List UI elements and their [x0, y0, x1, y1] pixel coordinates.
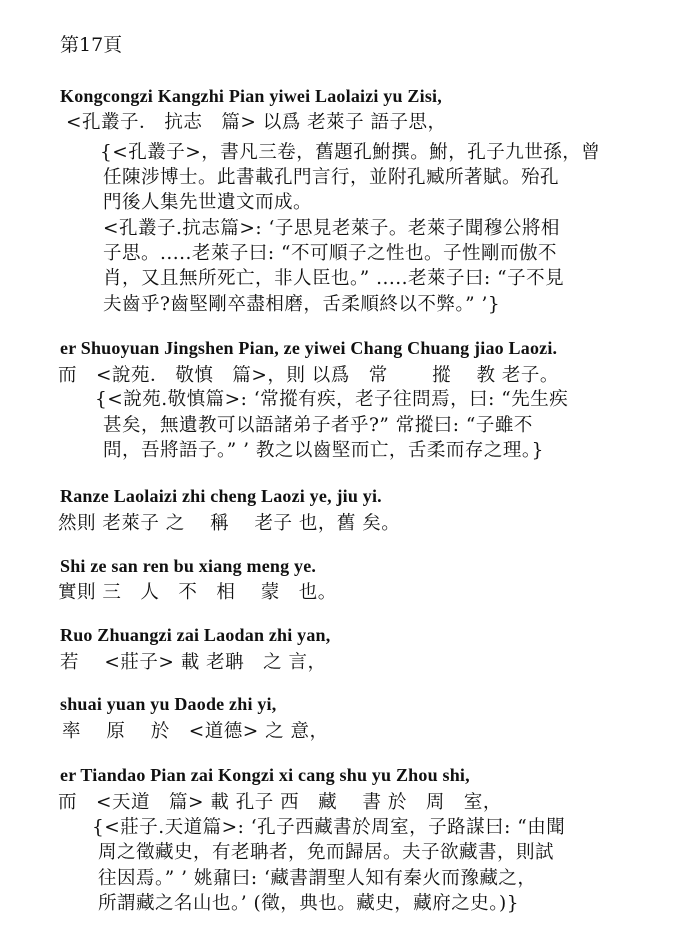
- note-line: {<莊子.天道篇>: ‘孔子西藏書於周室，子路謀曰: “由聞: [92, 817, 566, 838]
- note-line: {<說苑.敬慎篇>: ‘常摐有疾，老子往問焉，曰: “先生疾: [95, 389, 569, 410]
- note-line: 夫齒乎?齒堅剛卒盡相磨，舌柔順終以不弊。” ’}: [103, 294, 501, 315]
- note-line: 往因焉。” ’ 姚鼐曰: ‘藏書謂聖人知有秦火而豫藏之，: [98, 868, 537, 889]
- note-line: 周之徵藏史，有老聃者，免而歸居。夫子欲藏書，則試: [98, 842, 555, 863]
- chinese-line: 而 <天道 篇> 載 孔子 西 藏 書 於 周 室，: [58, 792, 502, 813]
- note-line: <孔叢子.抗志篇>: ‘子思見老萊子。老萊子聞穆公將相: [103, 218, 560, 239]
- pinyin-line: Ruo Zhuangzi zai Laodan zhi yan,: [60, 625, 331, 645]
- chinese-line: 率 原 於 <道德> 之 意，: [62, 721, 329, 742]
- chinese-line: 而 <說苑． 敬慎 篇>，則 以爲 常 摐 教 老子。: [58, 365, 559, 386]
- chinese-line: 若 <莊子> 載 老聃 之 言，: [60, 652, 327, 673]
- pinyin-line: er Tiandao Pian zai Kongzi xi cang shu yu Zhou shi,: [60, 765, 470, 785]
- pinyin-line: Kongcongzi Kangzhi Pian yiwei Laolaizi yu Zisi,: [60, 86, 442, 106]
- note-line: 肖，又且無所死亡，非人臣也。” .....老萊子曰: “子不見: [103, 268, 565, 289]
- note-line: 甚矣，無遺教可以語諸弟子者乎?” 常摐曰: “子雖不: [103, 415, 533, 436]
- chinese-line: <孔叢子． 抗志 篇> 以爲 老萊子 語子思，: [66, 112, 447, 133]
- note-line: 子思。.....老萊子曰: “不可順子之性也。子性剛而傲不: [103, 243, 557, 264]
- note-line: 問，吾將語子。” ’ 教之以齒堅而亡，舌柔而存之理。}: [103, 440, 544, 461]
- note-line: 所謂藏之名山也。’ (徵，典也。藏史，藏府之史。)}: [98, 893, 519, 914]
- pinyin-line: er Shuoyuan Jingshen Pian, ze yiwei Chang Chuang jiao Laozi.: [60, 338, 558, 358]
- chinese-line: 然則 老萊子 之 稱 老子 也，舊 矣。: [58, 513, 401, 534]
- note-line: {<孔叢子>，書凡三卷，舊題孔鮒撰。鮒，孔子九世孫，曾: [100, 142, 601, 163]
- note-line: 門後人集先世遺文而成。: [103, 192, 313, 213]
- pinyin-line: Shi ze san ren bu xiang meng ye.: [60, 556, 317, 576]
- pinyin-line: shuai yuan yu Daode zhi yi,: [60, 694, 277, 714]
- note-line: 任陳涉博士。此書載孔門言行，並附孔臧所著賦。殆孔: [103, 167, 560, 188]
- chinese-line: 實則 三 人 不 相 蒙 也。: [58, 582, 337, 603]
- pinyin-line: Ranze Laolaizi zhi cheng Laozi ye, jiu yi.: [60, 486, 382, 506]
- page-number: 第17頁: [60, 34, 123, 56]
